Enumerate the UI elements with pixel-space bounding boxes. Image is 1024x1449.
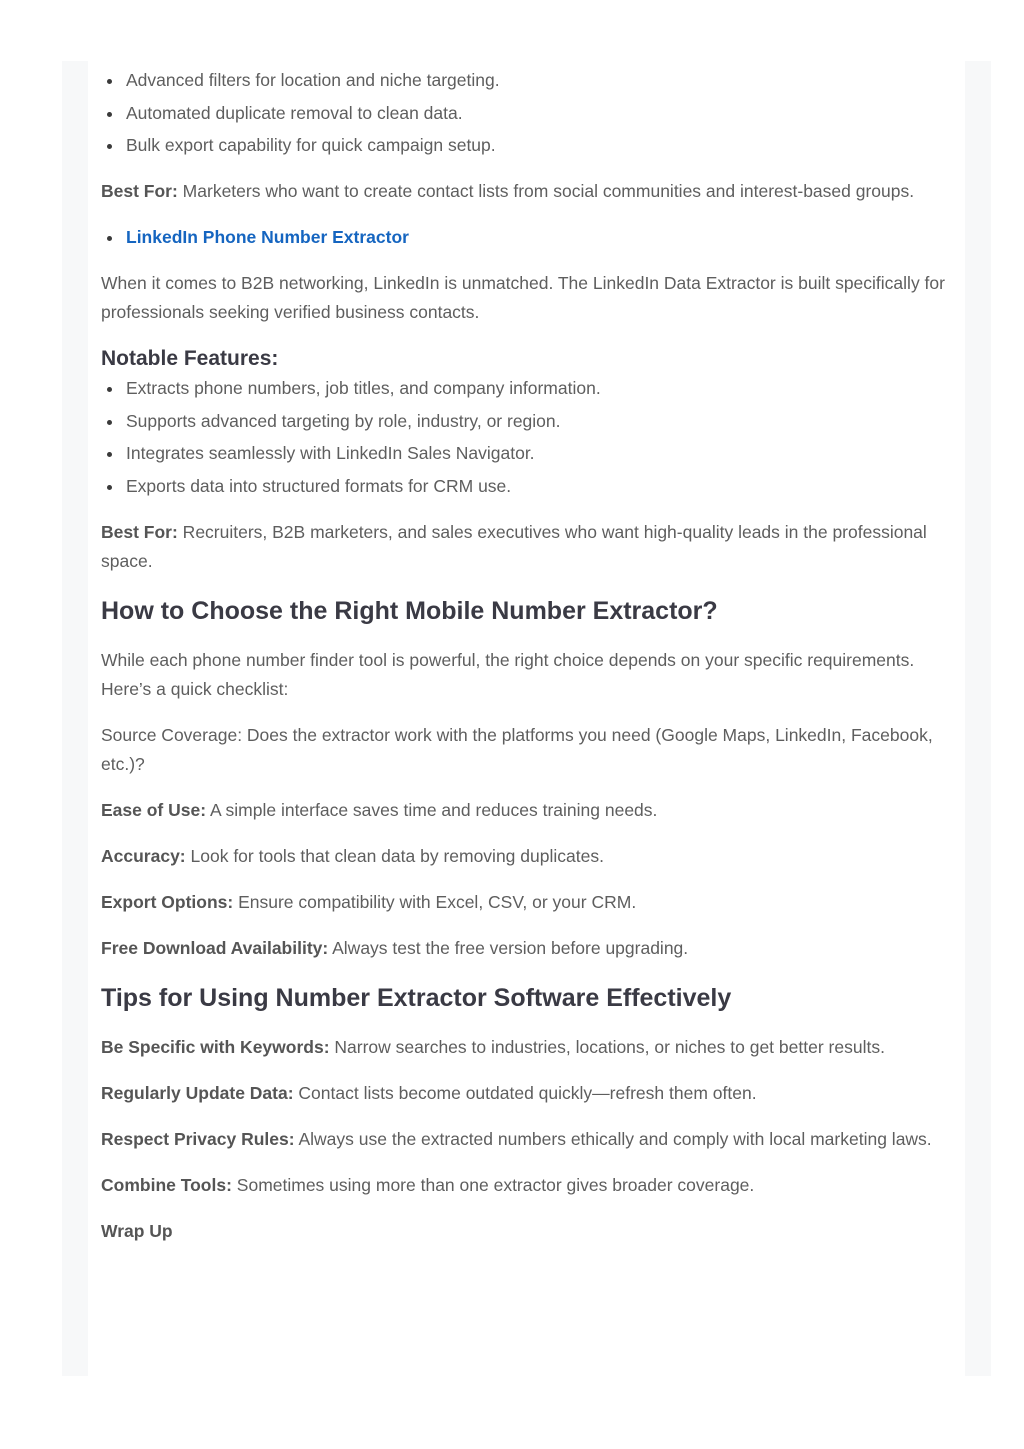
checklist-text: Always test the free version before upgrading. (328, 937, 689, 958)
list-item: Supports advanced targeting by role, industry, or region. (126, 407, 951, 436)
notable-features-list (101, 374, 951, 501)
article-body (101, 66, 951, 1263)
checklist-label: Accuracy: (101, 845, 186, 866)
list-item: Exports data into structured formats for CRM use. (126, 472, 951, 501)
tip-text: Narrow searches to industries, locations, or niches to get better results. (329, 1036, 885, 1057)
linkedin-intro-paragraph: When it comes to B2B networking, LinkedIn is unmatched. The LinkedIn Data Extractor is built specifically for professionals seeking verified business contacts. (101, 273, 945, 322)
tip-text: Sometimes using more than one extractor gives broader coverage. (231, 1174, 755, 1195)
tip-text: Always use the extracted numbers ethically and comply with local marketing laws. (294, 1128, 932, 1149)
section-heading-choose: How to Choose the Right Mobile Number Extractor? (101, 596, 718, 625)
choose-intro-paragraph: While each phone number finder tool is powerful, the right choice depends on your specific requirements. Here’s a quick checklist: (101, 649, 915, 699)
list-item: Automated duplicate removal to clean data. (126, 99, 951, 128)
wrap-up-heading (101, 1217, 951, 1246)
list-item: Bulk export capability for quick campaign setup. (126, 131, 951, 160)
checklist-text: Look for tools that clean data by removing duplicates. (185, 845, 604, 866)
best-for-paragraph (101, 177, 951, 206)
tip-item (101, 1079, 951, 1108)
tip-text: Contact lists become outdated quickly—refresh them often. (293, 1082, 757, 1103)
tip-label: Combine Tools: (101, 1174, 232, 1195)
section-heading-tips: Tips for Using Number Extractor Software Effectively (101, 983, 732, 1012)
list-item (126, 223, 951, 252)
best-for-text: Marketers who want to create contact lists from social communities and interest-based groups. (177, 181, 915, 201)
checklist-item (101, 888, 951, 917)
best-for-paragraph (101, 518, 951, 576)
tip-item (101, 1125, 951, 1154)
notable-features-heading: Notable Features: (101, 347, 279, 370)
checklist-label: Free Download Availability: (101, 937, 329, 958)
checklist-item (101, 796, 951, 825)
checklist-label: Ease of Use: (101, 799, 207, 820)
checklist-label: Export Options: (101, 891, 234, 912)
wrap-up-label: Wrap Up (101, 1220, 173, 1241)
best-for-label: Best For: (101, 181, 178, 201)
best-for-label: Best For: (101, 521, 178, 542)
checklist-text: A simple interface saves time and reduces training needs. (206, 799, 658, 820)
tip-label: Regularly Update Data: (101, 1082, 294, 1103)
tip-item (101, 1033, 951, 1062)
tool-link-list (101, 223, 951, 252)
linkedin-extractor-link[interactable]: LinkedIn Phone Number Extractor (126, 227, 409, 247)
feature-list-top (101, 66, 951, 160)
tip-label: Respect Privacy Rules: (101, 1128, 295, 1149)
list-item: Integrates seamlessly with LinkedIn Sales Navigator. (126, 439, 951, 468)
tip-label: Be Specific with Keywords: (101, 1036, 330, 1057)
checklist-item (101, 842, 951, 871)
checklist-item (101, 934, 951, 963)
list-item: Advanced filters for location and niche targeting. (126, 66, 951, 95)
list-item: Extracts phone numbers, job titles, and company information. (126, 374, 951, 403)
tip-item (101, 1171, 951, 1200)
source-coverage-paragraph: Source Coverage: Does the extractor work with the platforms you need (Google Maps, LinkedIn, Facebook, etc.)? (101, 724, 933, 774)
checklist-text: Ensure compatibility with Excel, CSV, or your CRM. (233, 891, 637, 912)
best-for-text: Recruiters, B2B marketers, and sales executives who want high-quality leads in the professional space. (101, 521, 927, 571)
